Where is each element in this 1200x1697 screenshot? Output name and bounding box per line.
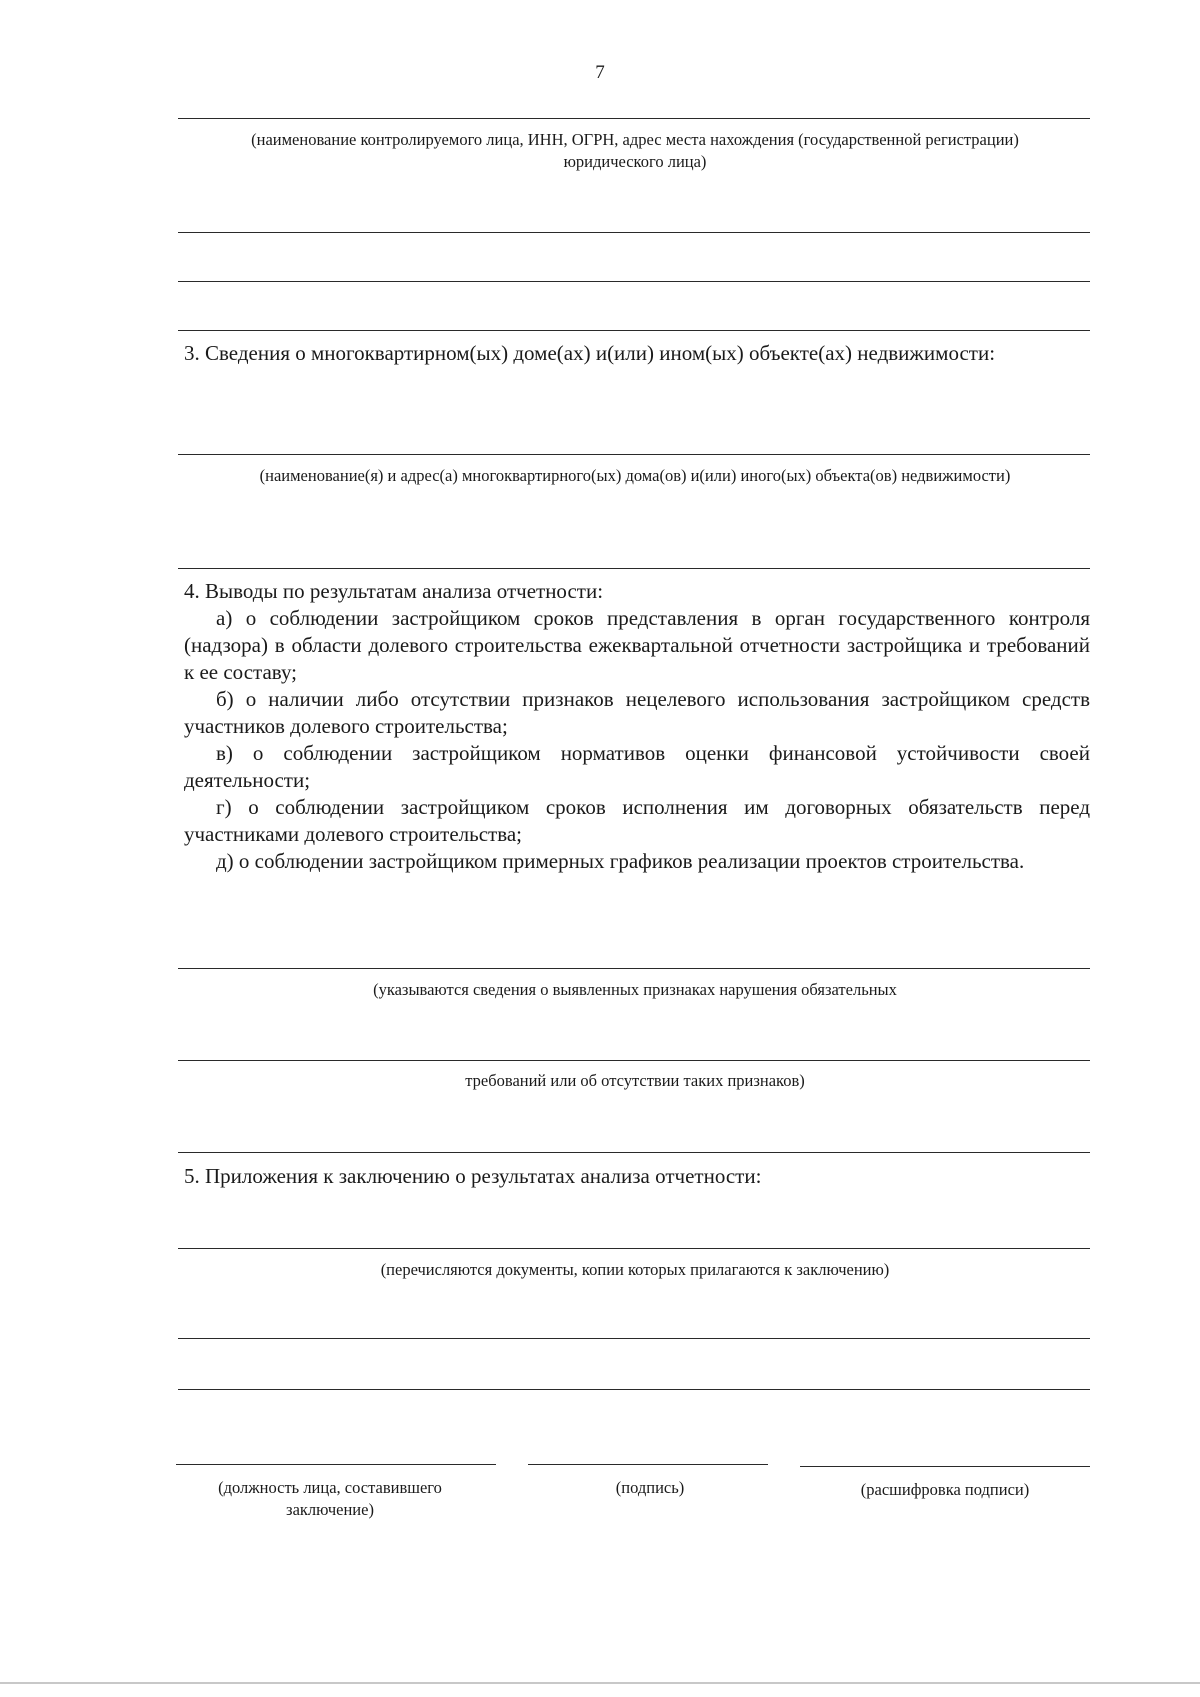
caption-violations-line2: требований или об отсутствии таких признаков) <box>465 1071 805 1090</box>
caption-violations-line1: (указываются сведения о выявленных признаках нарушения обязательных <box>373 980 897 999</box>
section4-item-d: г) о соблюдении застройщиком сроков исполнения им договорных обязательств перед участниками долевого строительства; <box>184 795 1090 846</box>
signature-position-line[interactable] <box>176 1464 496 1465</box>
fill-line-real-estate[interactable] <box>178 454 1090 455</box>
fill-line-5[interactable] <box>178 1152 1090 1153</box>
fill-line-6[interactable] <box>178 1338 1090 1339</box>
fill-line-1[interactable] <box>178 232 1090 233</box>
fill-line-3[interactable] <box>178 330 1090 331</box>
caption-decoding: (расшифровка подписи) <box>860 1480 1030 1499</box>
fill-line-violations-1[interactable] <box>178 968 1090 969</box>
caption-real-estate: (наименование(я) и адрес(а) многоквартирного(ых) дома(ов) и(или) иного(ых) объекта(ов) недвижимости) <box>259 466 1011 485</box>
section4-block <box>184 578 1090 875</box>
caption-controlled-entity: (наименование контролируемого лица, ИНН, ОГРН, адрес места нахождения (государственной регистрации) юридического лица) <box>251 130 1019 171</box>
section4-item-a: а) о соблюдении застройщиком сроков представления в орган государственного контроля (надзора) в области долевого строительства ежеквартальной отчетности застройщика и требований к ее составу; <box>184 606 1090 684</box>
fill-line-2[interactable] <box>178 281 1090 282</box>
section4-item-e: д) о соблюдении застройщиком примерных графиков реализации проектов строительства. <box>216 849 1025 873</box>
caption-signature: (подпись) <box>615 1478 685 1497</box>
fill-line-violations-2[interactable] <box>178 1060 1090 1061</box>
fill-line-7[interactable] <box>178 1389 1090 1390</box>
section5-heading: 5. Приложения к заключению о результатах анализа отчетности: <box>184 1164 762 1188</box>
caption-position: (должность лица, составившего заключение) <box>218 1478 442 1519</box>
page-bottom-edge <box>0 1682 1200 1684</box>
section4-item-b: б) о наличии либо отсутствии признаков нецелевого использования застройщиком средств участников долевого строительства; <box>184 687 1090 738</box>
fill-line-attachments[interactable] <box>178 1248 1090 1249</box>
section4-heading: 4. Выводы по результатам анализа отчетности: <box>184 579 604 603</box>
signature-decoding-line[interactable] <box>800 1466 1090 1467</box>
caption-attachments: (перечисляются документы, копии которых прилагаются к заключению) <box>380 1260 890 1279</box>
section4-item-c: в) о соблюдении застройщиком нормативов оценки финансовой устойчивости своей деятельности; <box>184 741 1090 792</box>
signature-line[interactable] <box>528 1464 768 1465</box>
page-number: 7 <box>595 62 605 83</box>
section3-heading: 3. Сведения о многоквартирном(ых) доме(ах) и(или) ином(ых) объекте(ах) недвижимости: <box>184 341 996 365</box>
fill-line-4[interactable] <box>178 568 1090 569</box>
fill-line-controlled-entity[interactable] <box>178 118 1090 119</box>
